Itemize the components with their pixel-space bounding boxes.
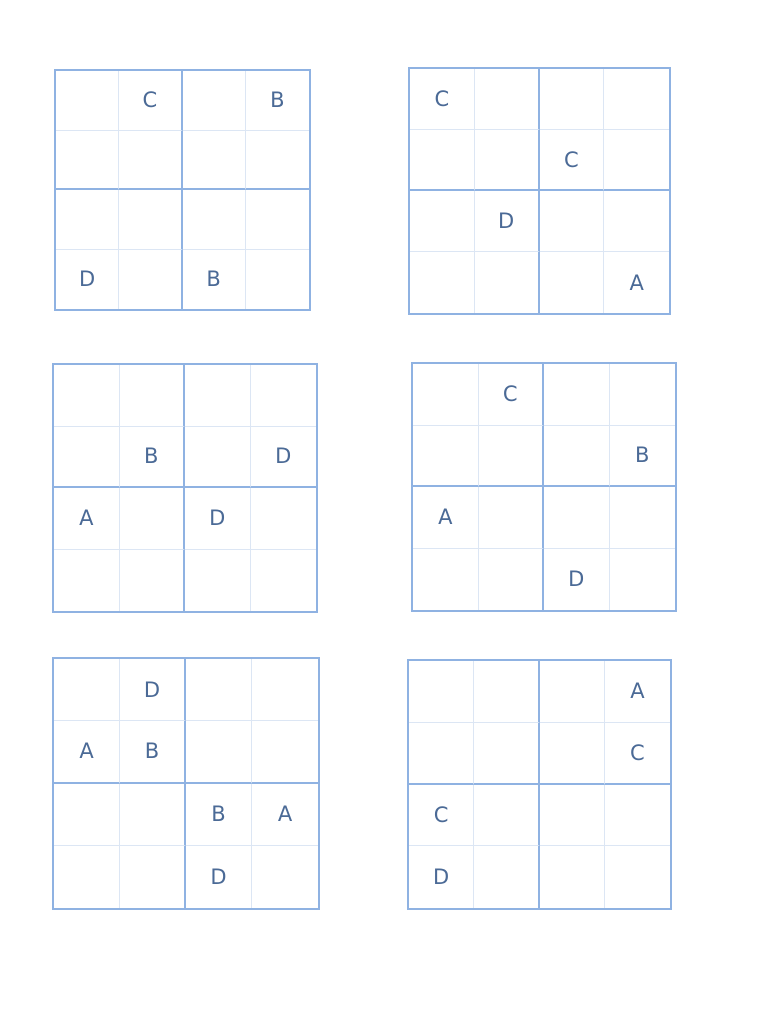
- grid-cell[interactable]: [185, 550, 251, 612]
- grid-cell[interactable]: D: [475, 191, 540, 252]
- grid-cell[interactable]: [605, 785, 670, 847]
- grid-cell[interactable]: [252, 846, 318, 908]
- grid-cell[interactable]: [56, 71, 119, 131]
- grid-cell[interactable]: [120, 365, 186, 427]
- grid-cell[interactable]: [252, 721, 318, 783]
- grid-cell[interactable]: [54, 659, 120, 721]
- grid-cell[interactable]: A: [54, 721, 120, 783]
- grid-cell[interactable]: [540, 252, 605, 313]
- grid-cell[interactable]: [413, 364, 479, 426]
- grid-cell[interactable]: D: [409, 846, 474, 908]
- grid-cell[interactable]: [540, 69, 605, 130]
- grid-cell[interactable]: [479, 426, 545, 488]
- sudoku-grid-4: [411, 362, 677, 612]
- grid-cell[interactable]: [474, 723, 539, 785]
- grid-cell[interactable]: [120, 784, 186, 846]
- grid-cell[interactable]: D: [251, 427, 317, 489]
- grid-cell[interactable]: [410, 130, 475, 191]
- grid-cell[interactable]: [185, 427, 251, 489]
- grid-cell[interactable]: [410, 252, 475, 313]
- grid-cell[interactable]: [409, 723, 474, 785]
- grid-cell[interactable]: B: [120, 427, 186, 489]
- grid-cell[interactable]: [610, 364, 676, 426]
- grid-cell[interactable]: B: [120, 721, 186, 783]
- grid-cell[interactable]: [413, 426, 479, 488]
- sudoku-grid-2: [408, 67, 671, 315]
- grid-cell[interactable]: [604, 69, 669, 130]
- grid-cell[interactable]: C: [605, 723, 670, 785]
- grid-cell[interactable]: [604, 191, 669, 252]
- grid-cell[interactable]: D: [120, 659, 186, 721]
- grid-cell[interactable]: [185, 365, 251, 427]
- grid-cell[interactable]: C: [410, 69, 475, 130]
- grid-cell[interactable]: [54, 550, 120, 612]
- grid-cell[interactable]: [246, 190, 309, 250]
- grid-cell[interactable]: [540, 785, 605, 847]
- grid-cell[interactable]: [251, 365, 317, 427]
- grid-cell[interactable]: B: [183, 250, 246, 310]
- grid-cell[interactable]: A: [54, 488, 120, 550]
- grid-cell[interactable]: [251, 550, 317, 612]
- grid-cell[interactable]: [544, 426, 610, 488]
- grid-cell[interactable]: [120, 488, 186, 550]
- sudoku-grid-5: [52, 657, 320, 910]
- grid-cell[interactable]: [54, 365, 120, 427]
- grid-cell[interactable]: A: [629, 270, 644, 295]
- grid-cell[interactable]: B: [610, 426, 676, 488]
- grid-cell[interactable]: [54, 846, 120, 908]
- grid-cell[interactable]: [119, 190, 182, 250]
- grid-cell[interactable]: [544, 487, 610, 549]
- grid-cell[interactable]: [605, 846, 670, 908]
- grid-cell[interactable]: [474, 661, 539, 723]
- sudoku-grid-1: [54, 69, 311, 311]
- grid-cell[interactable]: A: [413, 487, 479, 549]
- grid-cell[interactable]: [410, 191, 475, 252]
- grid-cell[interactable]: [183, 190, 246, 250]
- grid-cell[interactable]: [54, 427, 120, 489]
- grid-cell[interactable]: [475, 69, 540, 130]
- grid-cell[interactable]: [604, 130, 669, 191]
- grid-cell[interactable]: D: [186, 846, 252, 908]
- grid-cell[interactable]: [413, 549, 479, 611]
- grid-cell[interactable]: [246, 131, 309, 191]
- grid-cell[interactable]: C: [409, 785, 474, 847]
- grid-cell[interactable]: [475, 130, 540, 191]
- grid-cell[interactable]: B: [246, 71, 309, 131]
- grid-cell[interactable]: [56, 131, 119, 191]
- grid-cell[interactable]: [183, 131, 246, 191]
- grid-cell[interactable]: B: [186, 784, 252, 846]
- grid-cell[interactable]: [186, 721, 252, 783]
- grid-cell[interactable]: [119, 131, 182, 191]
- grid-cell[interactable]: A: [252, 784, 318, 846]
- grid-cell[interactable]: [540, 661, 605, 723]
- grid-cell[interactable]: [251, 488, 317, 550]
- grid-cell[interactable]: [479, 487, 545, 549]
- grid-cell[interactable]: [120, 550, 186, 612]
- grid-cell[interactable]: [120, 846, 186, 908]
- grid-cell[interactable]: [540, 846, 605, 908]
- grid-cell[interactable]: C: [119, 71, 182, 131]
- grid-cell[interactable]: [54, 784, 120, 846]
- grid-cell[interactable]: [246, 250, 309, 310]
- grid-cell[interactable]: [186, 659, 252, 721]
- grid-cell[interactable]: [183, 71, 246, 131]
- grid-cell[interactable]: D: [544, 549, 610, 611]
- grid-cell[interactable]: [540, 191, 605, 252]
- grid-cell[interactable]: [479, 549, 545, 611]
- grid-cell[interactable]: [475, 252, 540, 313]
- grid-cell[interactable]: D: [56, 250, 119, 310]
- grid-cell[interactable]: [474, 846, 539, 908]
- grid-cell[interactable]: [540, 723, 605, 785]
- grid-cell[interactable]: D: [185, 488, 251, 550]
- grid-cell[interactable]: [252, 659, 318, 721]
- grid-cell[interactable]: [474, 785, 539, 847]
- sudoku-grid-3: [52, 363, 318, 613]
- grid-cell[interactable]: [610, 549, 676, 611]
- grid-cell[interactable]: [56, 190, 119, 250]
- grid-cell[interactable]: A: [605, 661, 670, 723]
- grid-cell[interactable]: [119, 250, 182, 310]
- grid-cell[interactable]: C: [479, 364, 545, 426]
- grid-cell[interactable]: [409, 661, 474, 723]
- sudoku-grid-6: [407, 659, 672, 910]
- grid-cell[interactable]: C: [540, 130, 605, 191]
- grid-cell[interactable]: [544, 364, 610, 426]
- grid-cell[interactable]: [610, 487, 676, 549]
